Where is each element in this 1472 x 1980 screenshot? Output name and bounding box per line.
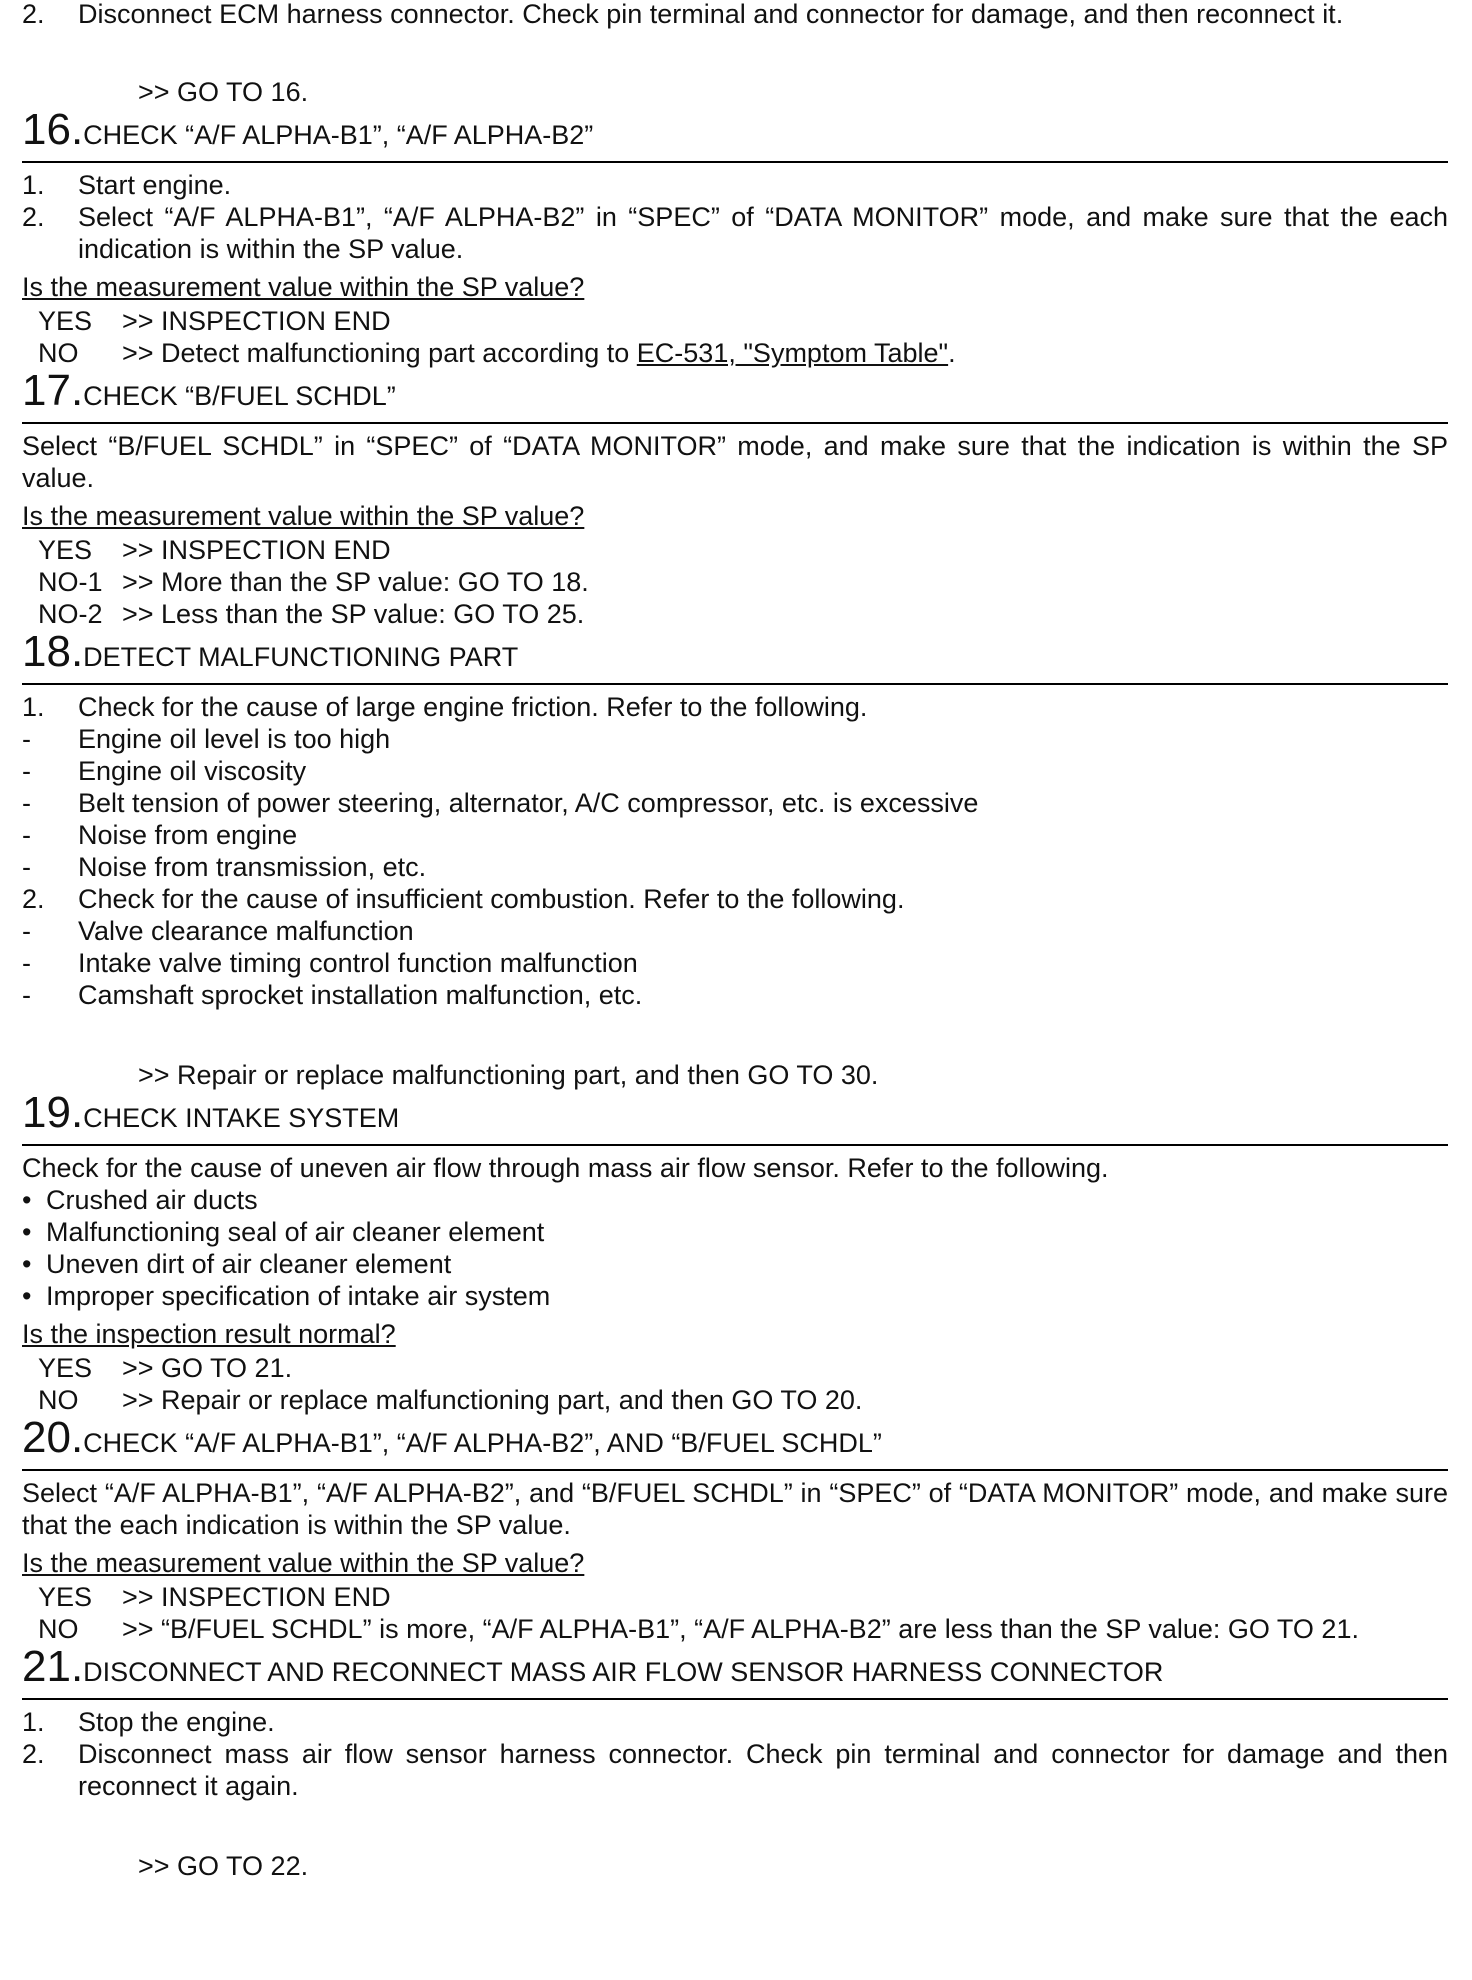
list-text: Engine oil level is too high xyxy=(78,724,391,754)
step-18-header xyxy=(22,627,1448,685)
bullet-text: Malfunctioning seal of air cleaner element xyxy=(46,1217,545,1247)
step-number: 16. xyxy=(22,105,84,154)
answer-row xyxy=(22,1384,1448,1416)
list-item xyxy=(22,819,1448,851)
bullet-mark: • xyxy=(22,1249,32,1279)
list-dash: - xyxy=(22,980,31,1010)
answer-key: YES xyxy=(38,535,93,565)
step-16-header xyxy=(22,105,1448,163)
list-text: Disconnect mass air flow sensor harness connector. Check pin terminal and connector for damage and then reconnect it again. xyxy=(78,1739,1448,1801)
step-title: CHECK “B/FUEL SCHDL” xyxy=(83,381,396,411)
list-dash: - xyxy=(22,852,31,882)
answer-key: NO-1 xyxy=(38,567,103,597)
step-title: DETECT MALFUNCTIONING PART xyxy=(83,642,519,672)
list-item xyxy=(22,1738,1448,1802)
answer-row xyxy=(22,598,1448,630)
list-item xyxy=(22,787,1448,819)
goto-16: >> GO TO 16. xyxy=(138,77,309,107)
bullet-text: Crushed air ducts xyxy=(46,1185,258,1215)
list-item xyxy=(22,755,1448,787)
bullet-item xyxy=(22,1216,1448,1248)
list-dash: - xyxy=(22,948,31,978)
step-19-header xyxy=(22,1088,1448,1146)
list-text: Camshaft sprocket installation malfunction, etc. xyxy=(78,980,643,1010)
answer-key: YES xyxy=(38,306,93,336)
symptom-table-link[interactable]: EC-531, "Symptom Table" xyxy=(636,338,949,368)
list-dash: - xyxy=(22,788,31,818)
list-number: 1. xyxy=(22,170,45,200)
list-dash: - xyxy=(22,724,31,754)
list-text: Noise from transmission, etc. xyxy=(78,852,427,882)
list-text: Engine oil viscosity xyxy=(78,756,307,786)
list-text: Noise from engine xyxy=(78,820,298,850)
answer-value: >> Repair or replace malfunctioning part, and then GO TO 20. xyxy=(122,1385,863,1415)
list-item xyxy=(22,883,1448,915)
step-body: Check for the cause of uneven air flow through mass air flow sensor. Refer to the following. xyxy=(22,1153,1109,1183)
list-item xyxy=(22,691,1448,723)
list-item xyxy=(22,723,1448,755)
answer-row xyxy=(22,1613,1448,1645)
bullet-mark: • xyxy=(22,1281,32,1311)
list-item xyxy=(22,851,1448,883)
answer-key: YES xyxy=(38,1353,93,1383)
answer-value: >> GO TO 21. xyxy=(122,1353,293,1383)
list-item xyxy=(22,169,1448,201)
answer-text: >> Detect malfunctioning part according to xyxy=(122,338,637,368)
list-item xyxy=(22,1706,1448,1738)
step-17-header xyxy=(22,366,1448,424)
list-text: Check for the cause of insufficient combustion. Refer to the following. xyxy=(78,884,905,914)
answer-key: NO xyxy=(38,1614,79,1644)
answer-row xyxy=(22,566,1448,598)
bullet-item xyxy=(22,1280,1448,1312)
answer-key: NO xyxy=(38,338,79,368)
answer-row xyxy=(22,1581,1448,1613)
list-text: Select “A/F ALPHA-B1”, “A/F ALPHA-B2” in “SPEC” of “DATA MONITOR” mode, and make sure that the each indication is within the SP value. xyxy=(78,202,1448,264)
list-text: Check for the cause of large engine friction. Refer to the following. xyxy=(78,692,868,722)
list-dash: - xyxy=(22,820,31,850)
list-item xyxy=(22,947,1448,979)
answer-value xyxy=(122,337,1448,369)
bullet-mark: • xyxy=(22,1217,32,1247)
step-number: 21. xyxy=(22,1642,84,1691)
answer-row xyxy=(22,305,1448,337)
list-text: Belt tension of power steering, alternator, A/C compressor, etc. is excessive xyxy=(78,788,979,818)
list-dash: - xyxy=(22,756,31,786)
list-item xyxy=(22,915,1448,947)
answer-value: >> “B/FUEL SCHDL” is more, “A/F ALPHA-B1”, “A/F ALPHA-B2” are less than the SP value: GO TO 21. xyxy=(122,1614,1359,1644)
goto-22: >> GO TO 22. xyxy=(138,1851,309,1881)
step-number: 20. xyxy=(22,1413,84,1462)
answer-key: NO xyxy=(38,1385,79,1415)
list-text: Stop the engine. xyxy=(78,1707,275,1737)
answer-value: >> INSPECTION END xyxy=(122,535,391,565)
answer-value: >> INSPECTION END xyxy=(122,1582,391,1612)
list-number: 2. xyxy=(22,884,45,914)
list-item xyxy=(22,201,1448,265)
step-title: DISCONNECT AND RECONNECT MASS AIR FLOW SENSOR HARNESS CONNECTOR xyxy=(83,1657,1164,1687)
answer-row xyxy=(22,337,1448,369)
step-body: Select “A/F ALPHA-B1”, “A/F ALPHA-B2”, and “B/FUEL SCHDL” in “SPEC” of “DATA MONITOR” mode, and make sure that the each indication is within the SP value. xyxy=(22,1478,1448,1540)
answer-value: >> Less than the SP value: GO TO 25. xyxy=(122,599,585,629)
list-text: Start engine. xyxy=(78,170,232,200)
answer-value: >> More than the SP value: GO TO 18. xyxy=(122,567,589,597)
step-21-header xyxy=(22,1642,1448,1700)
bullet-item xyxy=(22,1248,1448,1280)
list-number: 1. xyxy=(22,1707,45,1737)
list-number: 2. xyxy=(22,0,45,29)
bullet-mark: • xyxy=(22,1185,32,1215)
answer-value: >> INSPECTION END xyxy=(122,306,391,336)
answer-row xyxy=(22,534,1448,566)
bullet-text: Uneven dirt of air cleaner element xyxy=(46,1249,452,1279)
intro-step-2 xyxy=(22,0,1448,30)
goto-30: >> Repair or replace malfunctioning part, and then GO TO 30. xyxy=(138,1060,879,1090)
step-number: 17. xyxy=(22,366,84,415)
list-dash: - xyxy=(22,916,31,946)
bullet-text: Improper specification of intake air system xyxy=(46,1281,551,1311)
list-number: 1. xyxy=(22,692,45,722)
question: Is the inspection result normal? xyxy=(22,1319,396,1349)
question: Is the measurement value within the SP value? xyxy=(22,272,585,302)
list-number: 2. xyxy=(22,1739,45,1769)
step-body: Select “B/FUEL SCHDL” in “SPEC” of “DATA MONITOR” mode, and make sure that the indication is within the SP value. xyxy=(22,431,1448,493)
bullet-item xyxy=(22,1184,1448,1216)
list-text: Disconnect ECM harness connector. Check pin terminal and connector for damage, and then reconnect it. xyxy=(78,0,1344,29)
list-item xyxy=(22,979,1448,1011)
answer-text-end: . xyxy=(948,338,956,368)
step-title: CHECK “A/F ALPHA-B1”, “A/F ALPHA-B2” xyxy=(83,120,594,150)
manual-page xyxy=(22,0,1448,1882)
step-title: CHECK INTAKE SYSTEM xyxy=(83,1103,400,1133)
step-20-header xyxy=(22,1413,1448,1471)
step-number: 18. xyxy=(22,627,84,676)
step-title: CHECK “A/F ALPHA-B1”, “A/F ALPHA-B2”, AND “B/FUEL SCHDL” xyxy=(83,1428,882,1458)
step-number: 19. xyxy=(22,1088,84,1137)
answer-key: NO-2 xyxy=(38,599,103,629)
question: Is the measurement value within the SP value? xyxy=(22,1548,585,1578)
answer-row xyxy=(22,1352,1448,1384)
list-text: Intake valve timing control function malfunction xyxy=(78,948,638,978)
answer-key: YES xyxy=(38,1582,93,1612)
list-number: 2. xyxy=(22,202,45,232)
question: Is the measurement value within the SP value? xyxy=(22,501,585,531)
list-text: Valve clearance malfunction xyxy=(78,916,414,946)
